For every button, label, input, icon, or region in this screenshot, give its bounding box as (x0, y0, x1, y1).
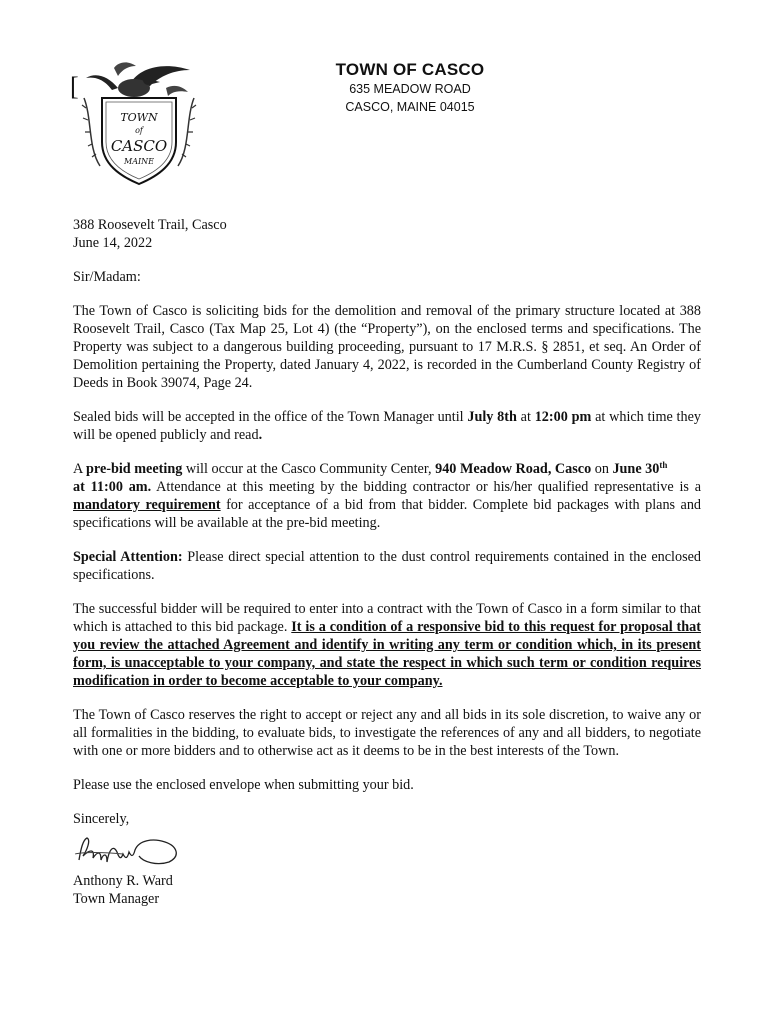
paragraph-pre-bid-meeting: A pre-bid meeting will occur at the Casco Community Center, 940 Meadow Road, Casco on June 30th at 11:00 am. Attendance at this meeting by the bidding contractor or his/her qualified representative is a mandatory requirement for acceptance of a bid from that bidder. Complete bid packages with plans and specifications will be available at the pre-bid meeting. (73, 460, 702, 531)
paragraph-solicitation: The Town of Casco is soliciting bids for the demolition and removal of the primary structure located at 388 Roosevelt Trail, Casco (Tax Map 25, Lot 4) (the “Property”), on the enclosed terms and specifications. The Property was subject to a dangerous building proceeding, pursuant to 17 M.R.S. § 2851, et seq. An Order of Demolition pertaining the Property, dated January 4, 2022, is recorded in the Cumberland County Registry of Deeds in Book 39074, Page 24. (73, 303, 701, 391)
address-line-1: 635 MEADOW ROAD (349, 82, 471, 96)
town-name: TOWN OF CASCO (335, 60, 485, 79)
handwritten-signature (73, 830, 193, 870)
deadline-time: 12:00 pm (534, 409, 592, 425)
paragraph-contract: The successful bidder will be required to enter into a contract with the Town of Casco in a form similar to that which is attached to this bid package. It is a condition of a responsive bid to this request for proposal that you review the attached Agreement and identify in writing any term or condition which, in its present form, is unacceptable to your company, and state the respect in which such term or condition requires modification in order to become acceptable to your company. (73, 601, 701, 689)
address-line-2: CASCO, MAINE 04015 (345, 100, 475, 114)
seal-text-town: TOWN (120, 111, 158, 124)
closing: Sincerely, (73, 811, 130, 827)
seal-text-of: of (135, 126, 143, 135)
paragraph-envelope: Please use the enclosed envelope when submitting your bid. (73, 777, 414, 793)
property-address: 388 Roosevelt Trail, Casco (73, 217, 227, 233)
meeting-date: June 30th at 11:00 am. (73, 460, 668, 495)
paragraph-reservation: The Town of Casco reserves the right to accept or reject any and all bids in its sole discretion, to waive any or all formalities in the bidding, to evaluate bids, to investigate the references of any and all bidders, to negotiate with one or more bidders and to otherwise act as it deems to be in the best interests of the Town. (73, 707, 701, 759)
deadline-date: July 8th (467, 409, 517, 425)
seal-text-casco: CASCO (110, 137, 168, 155)
responsive-bid-condition: It is a condition of a responsive bid to this request for proposal that you review the attached Agreement and identify in writing any term or condition which, in its present form, is unacceptable to your company, and state the respect in which such term or condition requires modification in order to become acceptable to your company. (73, 619, 701, 689)
letter-date: June 14, 2022 (73, 235, 153, 251)
paragraph-special-attention: Special Attention: Please direct special attention to the dust control requirements contained in the enclosed specifications. (73, 549, 702, 583)
letter-body (73, 216, 701, 908)
special-attention-label: Special Attention: (73, 549, 183, 565)
signer-name: Anthony R. Ward (73, 873, 173, 889)
letter-header (73, 216, 701, 252)
mandatory-requirement: mandatory requirement (73, 497, 221, 513)
paragraph-sealed-bids: Sealed bids will be accepted in the office of the Town Manager until July 8th at 12:00 pm at which time they will be opened publicly and read. (73, 409, 701, 443)
salutation: Sir/Madam: (73, 269, 141, 285)
meeting-location: 940 Meadow Road, Casco (435, 461, 592, 477)
town-seal-logo (78, 58, 200, 188)
signer-title: Town Manager (73, 891, 160, 907)
seal-text-maine: MAINE (124, 157, 154, 166)
pre-bid-meeting-label: pre-bid meeting (86, 461, 183, 477)
letterhead (300, 60, 520, 116)
signer-block (73, 872, 701, 908)
bracket-mark: [ (70, 72, 79, 101)
